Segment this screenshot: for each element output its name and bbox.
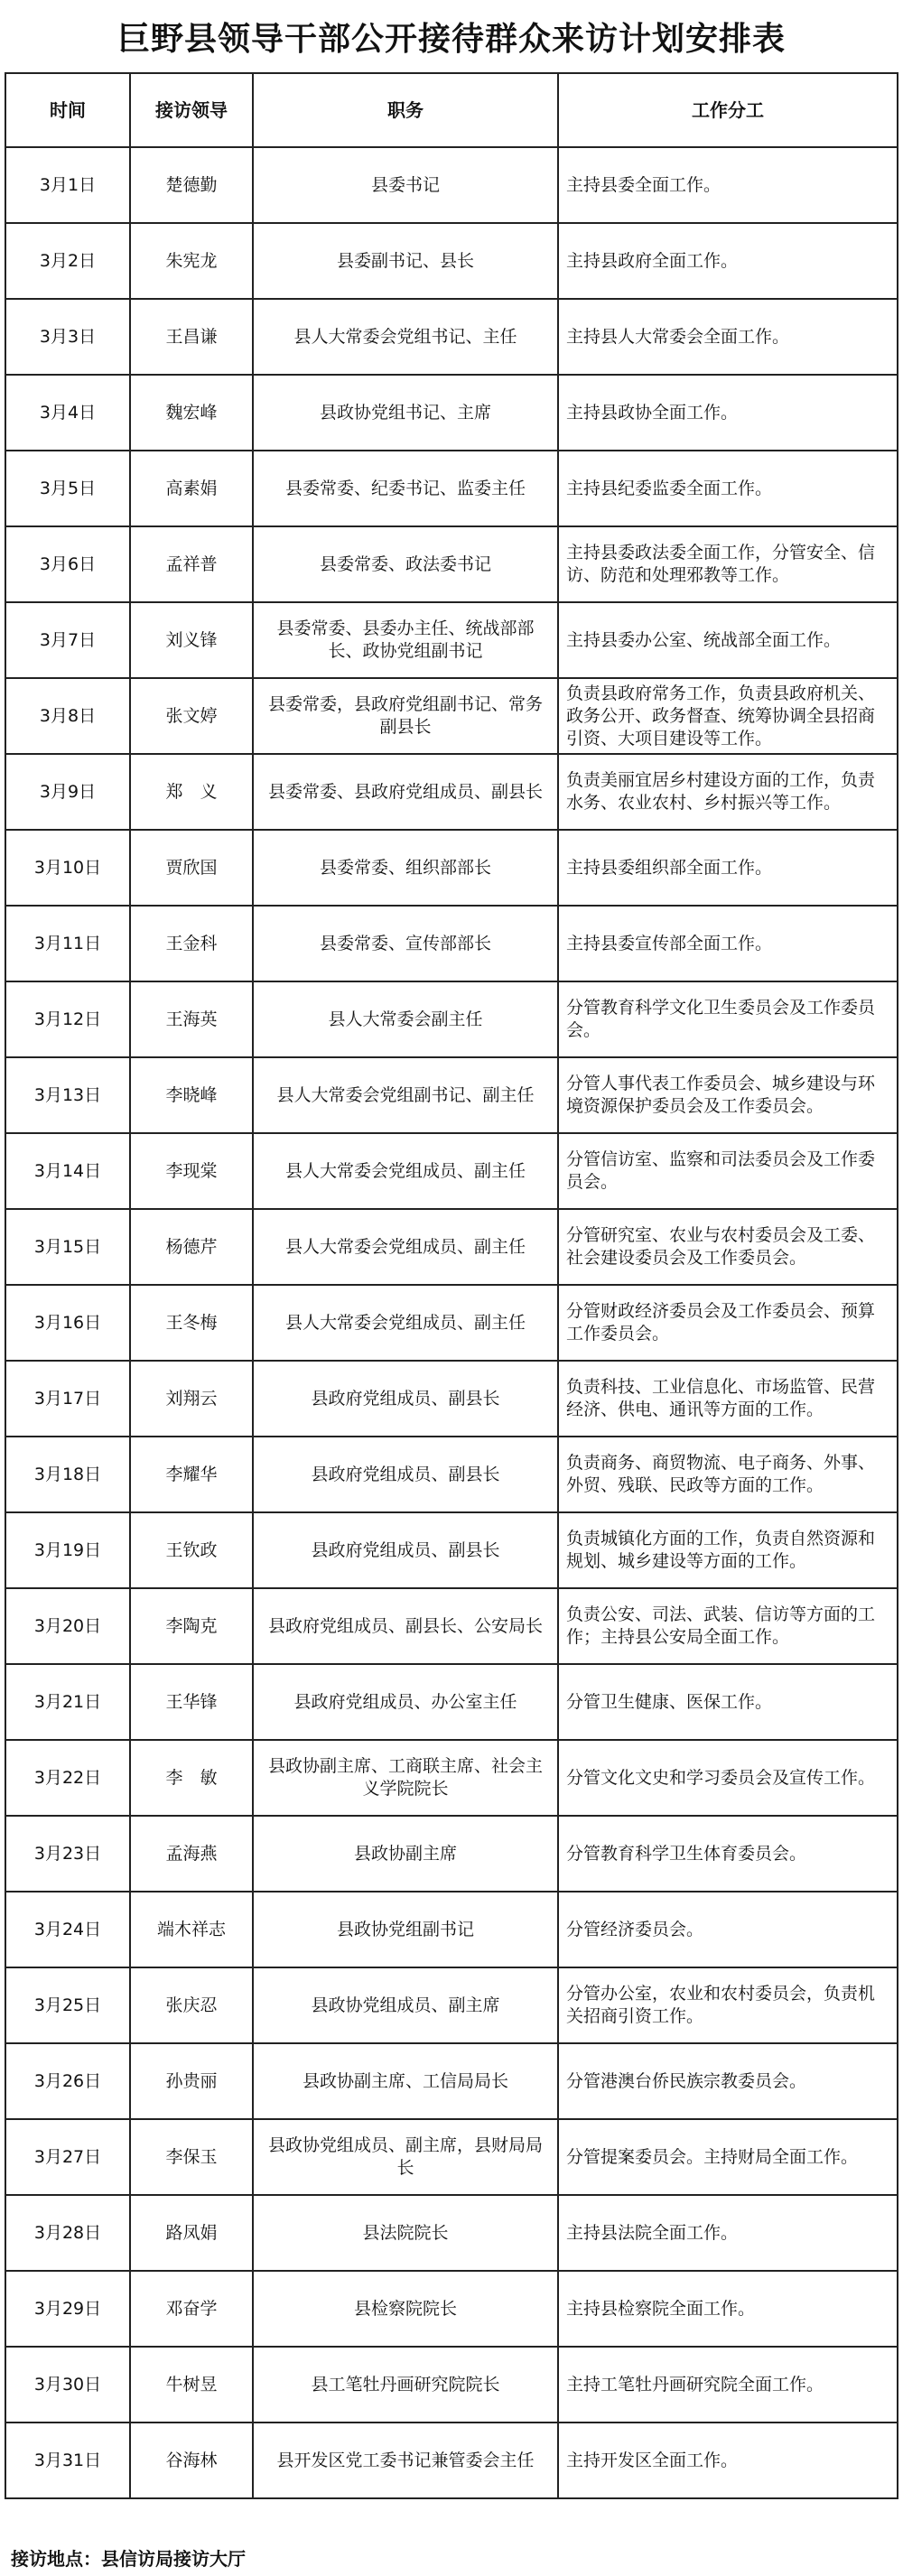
cell-leader: 李晓峰 — [130, 1057, 253, 1133]
cell-duty: 分管卫生健康、医保工作。 — [558, 1664, 898, 1740]
cell-date: 3月15日 — [5, 1209, 130, 1285]
cell-position: 县检察院院长 — [253, 2271, 558, 2347]
table-row — [5, 981, 898, 1057]
table-row — [5, 223, 898, 299]
cell-date: 3月23日 — [5, 1816, 130, 1892]
cell-leader: 李 敏 — [130, 1740, 253, 1816]
cell-date: 3月14日 — [5, 1133, 130, 1209]
cell-position: 县委常委、县政府党组成员、副县长 — [253, 754, 558, 830]
cell-leader: 杨德芹 — [130, 1209, 253, 1285]
header-position: 职务 — [253, 73, 558, 147]
cell-leader: 王钦政 — [130, 1512, 253, 1588]
footer-location: 接访地点：县信访局接访大厅 — [11, 2547, 246, 2570]
cell-duty: 主持县委政法委全面工作，分管安全、信访、防范和处理邪教等工作。 — [558, 526, 898, 602]
table-row — [5, 2119, 898, 2195]
cell-duty: 主持县检察院全面工作。 — [558, 2271, 898, 2347]
cell-position: 县人大常委会党组书记、主任 — [253, 299, 558, 375]
cell-leader: 孙贵丽 — [130, 2043, 253, 2119]
cell-leader: 王昌谦 — [130, 299, 253, 375]
cell-position: 县人大常委会副主任 — [253, 981, 558, 1057]
cell-leader: 张文婷 — [130, 678, 253, 754]
cell-leader: 牛树昱 — [130, 2347, 253, 2423]
cell-date: 3月16日 — [5, 1285, 130, 1361]
cell-leader: 李现棠 — [130, 1133, 253, 1209]
header-duty: 工作分工 — [558, 73, 898, 147]
table-row — [5, 1057, 898, 1133]
cell-leader: 刘义锋 — [130, 602, 253, 678]
cell-duty: 主持工笔牡丹画研究院全面工作。 — [558, 2347, 898, 2423]
cell-duty: 主持县政协全面工作。 — [558, 375, 898, 451]
cell-duty: 主持县委宣传部全面工作。 — [558, 906, 898, 981]
cell-date: 3月5日 — [5, 451, 130, 526]
table-row — [5, 147, 898, 223]
cell-position: 县政府党组成员、副县长、公安局长 — [253, 1588, 558, 1664]
cell-date: 3月7日 — [5, 602, 130, 678]
table-row — [5, 1588, 898, 1664]
cell-position: 县政府党组成员、办公室主任 — [253, 1664, 558, 1740]
cell-date: 3月10日 — [5, 830, 130, 906]
table-row — [5, 1664, 898, 1740]
cell-leader: 魏宏峰 — [130, 375, 253, 451]
cell-date: 3月27日 — [5, 2119, 130, 2195]
cell-duty: 分管文化文史和学习委员会及宣传工作。 — [558, 1740, 898, 1816]
table-row — [5, 2423, 898, 2498]
table-body — [5, 147, 898, 2498]
cell-leader: 邓奋学 — [130, 2271, 253, 2347]
page-title: 巨野县领导干部公开接待群众来访计划安排表 — [116, 20, 786, 58]
table-row — [5, 1361, 898, 1437]
cell-duty: 负责城镇化方面的工作，负责自然资源和规划、城乡建设等方面的工作。 — [558, 1512, 898, 1588]
table-row — [5, 1437, 898, 1512]
cell-date: 3月28日 — [5, 2195, 130, 2271]
cell-leader: 路凤娟 — [130, 2195, 253, 2271]
cell-duty: 负责科技、工业信息化、市场监管、民营经济、供电、通讯等方面的工作。 — [558, 1361, 898, 1437]
cell-duty: 负责公安、司法、武装、信访等方面的工作；主持县公安局全面工作。 — [558, 1588, 898, 1664]
header-date: 时间 — [5, 73, 130, 147]
header-leader: 接访领导 — [130, 73, 253, 147]
cell-date: 3月18日 — [5, 1437, 130, 1512]
cell-date: 3月17日 — [5, 1361, 130, 1437]
cell-duty: 主持县委组织部全面工作。 — [558, 830, 898, 906]
schedule-table — [5, 72, 898, 2499]
cell-date: 3月29日 — [5, 2271, 130, 2347]
cell-date: 3月8日 — [5, 678, 130, 754]
cell-date: 3月13日 — [5, 1057, 130, 1133]
table-row — [5, 830, 898, 906]
cell-duty: 分管教育科学文化卫生委员会及工作委员会。 — [558, 981, 898, 1057]
cell-position: 县开发区党工委书记兼管委会主任 — [253, 2423, 558, 2498]
cell-leader: 李陶克 — [130, 1588, 253, 1664]
cell-position: 县委常委、县委办主任、统战部部长、政协党组副书记 — [253, 602, 558, 678]
cell-position: 县委常委、纪委书记、监委主任 — [253, 451, 558, 526]
cell-duty: 主持开发区全面工作。 — [558, 2423, 898, 2498]
cell-date: 3月1日 — [5, 147, 130, 223]
cell-leader: 王金科 — [130, 906, 253, 981]
cell-position: 县人大常委会党组成员、副主任 — [253, 1285, 558, 1361]
cell-position: 县政府党组成员、副县长 — [253, 1512, 558, 1588]
table-row — [5, 526, 898, 602]
cell-date: 3月3日 — [5, 299, 130, 375]
cell-duty: 分管经济委员会。 — [558, 1892, 898, 1967]
table-row — [5, 906, 898, 981]
cell-date: 3月21日 — [5, 1664, 130, 1740]
cell-duty: 分管财政经济委员会及工作委员会、预算工作委员会。 — [558, 1285, 898, 1361]
cell-leader: 王海英 — [130, 981, 253, 1057]
cell-duty: 主持县委全面工作。 — [558, 147, 898, 223]
table-row — [5, 602, 898, 678]
cell-position: 县委书记 — [253, 147, 558, 223]
cell-duty: 主持县纪委监委全面工作。 — [558, 451, 898, 526]
table-row — [5, 2043, 898, 2119]
table-row — [5, 2195, 898, 2271]
cell-duty: 分管信访室、监察和司法委员会及工作委员会。 — [558, 1133, 898, 1209]
cell-leader: 高素娟 — [130, 451, 253, 526]
cell-leader: 王华锋 — [130, 1664, 253, 1740]
table-row — [5, 299, 898, 375]
cell-position: 县政协副主席 — [253, 1816, 558, 1892]
cell-leader: 谷海林 — [130, 2423, 253, 2498]
cell-position: 县政协副主席、工商联主席、社会主义学院院长 — [253, 1740, 558, 1816]
table-row — [5, 451, 898, 526]
cell-position: 县人大常委会党组成员、副主任 — [253, 1209, 558, 1285]
cell-leader: 李保玉 — [130, 2119, 253, 2195]
table-row — [5, 375, 898, 451]
table-row — [5, 2347, 898, 2423]
table-row — [5, 678, 898, 754]
cell-position: 县政协党组成员、副主席，县财局局长 — [253, 2119, 558, 2195]
cell-position: 县委常委，县政府党组副书记、常务副县长 — [253, 678, 558, 754]
table-row — [5, 1892, 898, 1967]
cell-leader: 朱宪龙 — [130, 223, 253, 299]
cell-date: 3月25日 — [5, 1967, 130, 2043]
cell-position: 县人大常委会党组成员、副主任 — [253, 1133, 558, 1209]
cell-position: 县政协党组副书记 — [253, 1892, 558, 1967]
table-row — [5, 754, 898, 830]
cell-leader: 孟海燕 — [130, 1816, 253, 1892]
cell-duty: 分管办公室，农业和农村委员会，负责机关招商引资工作。 — [558, 1967, 898, 2043]
cell-position: 县委常委、组织部部长 — [253, 830, 558, 906]
cell-date: 3月6日 — [5, 526, 130, 602]
cell-position: 县工笔牡丹画研究院院长 — [253, 2347, 558, 2423]
cell-date: 3月20日 — [5, 1588, 130, 1664]
cell-leader: 贾欣国 — [130, 830, 253, 906]
table-row — [5, 1816, 898, 1892]
table-row — [5, 1967, 898, 2043]
cell-duty: 分管研究室、农业与农村委员会及工委、社会建设委员会及工作委员会。 — [558, 1209, 898, 1285]
table-row — [5, 1133, 898, 1209]
cell-position: 县法院院长 — [253, 2195, 558, 2271]
cell-date: 3月30日 — [5, 2347, 130, 2423]
cell-position: 县委常委、政法委书记 — [253, 526, 558, 602]
cell-leader: 郑 义 — [130, 754, 253, 830]
cell-date: 3月31日 — [5, 2423, 130, 2498]
cell-leader: 张庆忍 — [130, 1967, 253, 2043]
table-header-row — [5, 73, 898, 147]
cell-duty: 主持县人大常委会全面工作。 — [558, 299, 898, 375]
cell-position: 县政府党组成员、副县长 — [253, 1437, 558, 1512]
cell-duty: 分管教育科学卫生体育委员会。 — [558, 1816, 898, 1892]
cell-position: 县政协副主席、工信局局长 — [253, 2043, 558, 2119]
cell-leader: 刘翔云 — [130, 1361, 253, 1437]
cell-duty: 分管提案委员会。主持财局全面工作。 — [558, 2119, 898, 2195]
cell-duty: 主持县委办公室、统战部全面工作。 — [558, 602, 898, 678]
cell-date: 3月2日 — [5, 223, 130, 299]
cell-date: 3月22日 — [5, 1740, 130, 1816]
cell-leader: 端木祥志 — [130, 1892, 253, 1967]
cell-position: 县政协党组书记、主席 — [253, 375, 558, 451]
cell-date: 3月12日 — [5, 981, 130, 1057]
cell-date: 3月4日 — [5, 375, 130, 451]
cell-leader: 楚德勤 — [130, 147, 253, 223]
cell-position: 县人大常委会党组副书记、副主任 — [253, 1057, 558, 1133]
cell-position: 县政协党组成员、副主席 — [253, 1967, 558, 2043]
table-row — [5, 2271, 898, 2347]
cell-duty: 负责商务、商贸物流、电子商务、外事、外贸、残联、民政等方面的工作。 — [558, 1437, 898, 1512]
cell-position: 县政府党组成员、副县长 — [253, 1361, 558, 1437]
cell-duty: 负责美丽宜居乡村建设方面的工作，负责水务、农业农村、乡村振兴等工作。 — [558, 754, 898, 830]
cell-duty: 分管人事代表工作委员会、城乡建设与环境资源保护委员会及工作委员会。 — [558, 1057, 898, 1133]
cell-date: 3月24日 — [5, 1892, 130, 1967]
cell-duty: 主持县法院全面工作。 — [558, 2195, 898, 2271]
cell-leader: 孟祥普 — [130, 526, 253, 602]
cell-position: 县委常委、宣传部部长 — [253, 906, 558, 981]
cell-date: 3月9日 — [5, 754, 130, 830]
table-row — [5, 1285, 898, 1361]
cell-duty: 负责县政府常务工作，负责县政府机关、政务公开、政务督查、统筹协调全县招商引资、大项目建设等工作。 — [558, 678, 898, 754]
cell-leader: 王冬梅 — [130, 1285, 253, 1361]
table-row — [5, 1740, 898, 1816]
cell-date: 3月19日 — [5, 1512, 130, 1588]
table-row — [5, 1512, 898, 1588]
table-row — [5, 1209, 898, 1285]
cell-leader: 李耀华 — [130, 1437, 253, 1512]
cell-duty: 主持县政府全面工作。 — [558, 223, 898, 299]
cell-duty: 分管港澳台侨民族宗教委员会。 — [558, 2043, 898, 2119]
cell-position: 县委副书记、县长 — [253, 223, 558, 299]
cell-date: 3月26日 — [5, 2043, 130, 2119]
cell-date: 3月11日 — [5, 906, 130, 981]
